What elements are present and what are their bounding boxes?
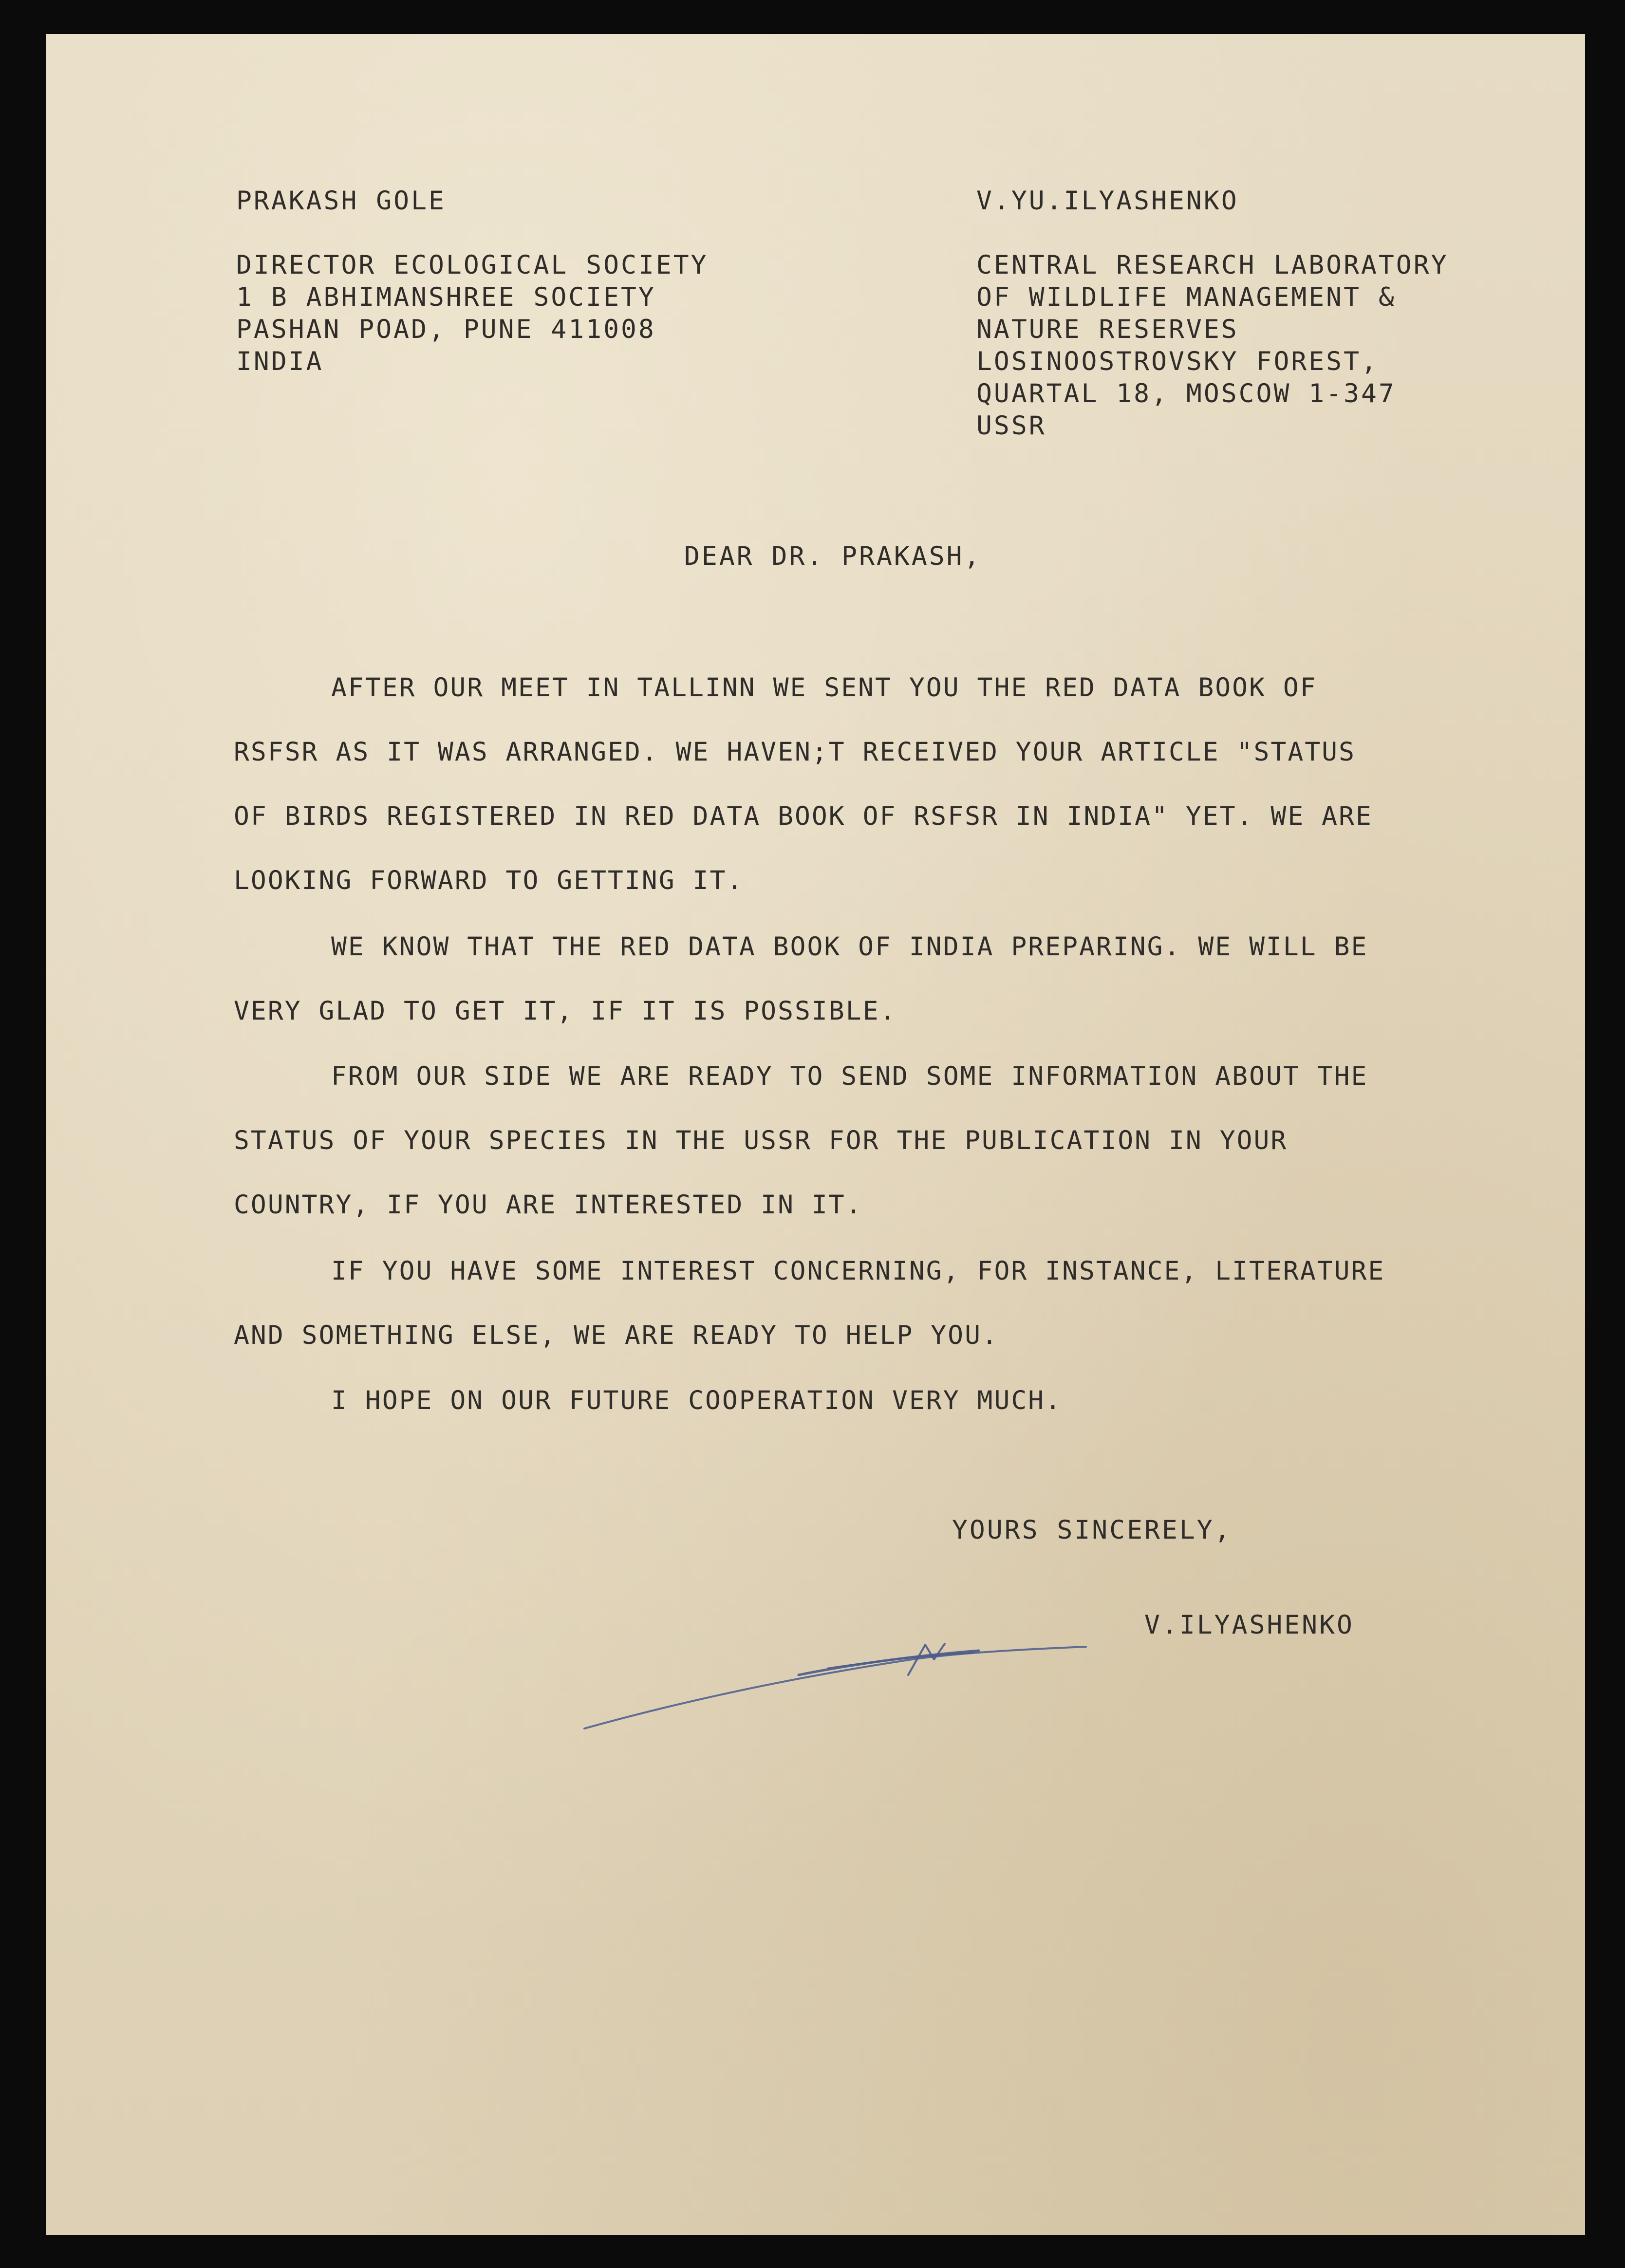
body-line: IF YOU HAVE SOME INTEREST CONCERNING, FOR INSTANCE, LITERATURE: [331, 1256, 1385, 1286]
body-line: RSFSR AS IT WAS ARRANGED. WE HAVEN;T RECEIVED YOUR ARTICLE "STATUS: [234, 737, 1356, 767]
recipient-address-line-3: NATURE RESERVES: [976, 315, 1239, 344]
signature-scribble: [575, 1602, 1110, 1748]
recipient-address-line-6: USSR: [976, 411, 1046, 441]
body-line: WE KNOW THAT THE RED DATA BOOK OF INDIA PREPARING. WE WILL BE: [331, 932, 1368, 962]
recipient-address-line-4: LOSINOOSTROVSKY FOREST,: [976, 347, 1379, 376]
sender-address-line-4: INDIA: [236, 347, 324, 376]
sender-address-line-3: PASHAN POAD, PUNE 411008: [236, 315, 656, 344]
recipient-address-line-1: CENTRAL RESEARCH LABORATORY: [976, 250, 1449, 280]
sender-name: PRAKASH GOLE: [236, 186, 446, 216]
body-line: AFTER OUR MEET IN TALLINN WE SENT YOU THE RED DATA BOOK OF: [331, 673, 1317, 703]
body-line: LOOKING FORWARD TO GETTING IT.: [234, 866, 744, 895]
sender-address-line-2: 1 B ABHIMANSHREE SOCIETY: [236, 282, 656, 312]
recipient-address-line-5: QUARTAL 18, MOSCOW 1-347: [976, 379, 1396, 409]
sender-address-line-1: DIRECTOR ECOLOGICAL SOCIETY: [236, 250, 709, 280]
body-line: STATUS OF YOUR SPECIES IN THE USSR FOR THE PUBLICATION IN YOUR: [234, 1126, 1288, 1155]
signatory-name: V.ILYASHENKO: [1144, 1610, 1354, 1640]
recipient-name: V.YU.ILYASHENKO: [976, 186, 1239, 216]
recipient-address-line-2: OF WILDLIFE MANAGEMENT &: [976, 282, 1396, 312]
body-line: OF BIRDS REGISTERED IN RED DATA BOOK OF RSFSR IN INDIA" YET. WE ARE: [234, 801, 1373, 831]
body-line: FROM OUR SIDE WE ARE READY TO SEND SOME INFORMATION ABOUT THE: [331, 1061, 1368, 1091]
body-line: VERY GLAD TO GET IT, IF IT IS POSSIBLE.: [234, 996, 897, 1026]
body-line: I HOPE ON OUR FUTURE COOPERATION VERY MUCH.: [331, 1386, 1063, 1415]
body-line: COUNTRY, IF YOU ARE INTERESTED IN IT.: [234, 1190, 863, 1220]
closing: YOURS SINCERELY,: [952, 1515, 1232, 1545]
salutation: DEAR DR. PRAKASH,: [684, 541, 982, 571]
body-line: AND SOMETHING ELSE, WE ARE READY TO HELP YOU.: [234, 1320, 999, 1350]
